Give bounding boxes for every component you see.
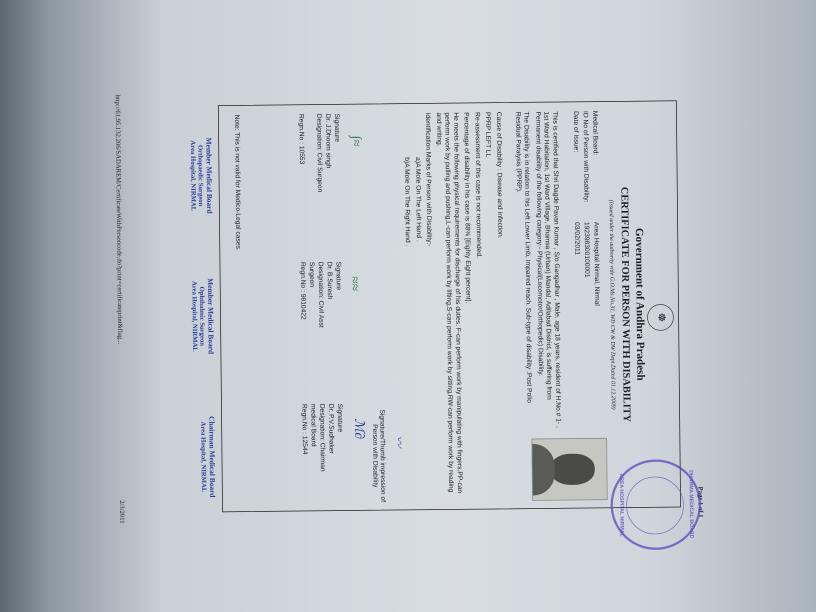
signatory-name: Dr. B.Suresh xyxy=(326,261,334,300)
percentage-text: Percentage of disability in his case is 88% [Eighty Eight percent]. xyxy=(463,112,473,304)
signature-label: Signature xyxy=(336,403,345,433)
handwritten-signature-icon: ≈≈ xyxy=(347,276,363,291)
signatory-name: Dr. P.V.Sudhaker xyxy=(327,403,336,454)
handwritten-signature-icon: ℳ∂ xyxy=(352,418,368,440)
photo-shoulders xyxy=(531,444,555,496)
stamp-title: Member Medical Board xyxy=(205,278,215,355)
stamp-sub: Ophthalmic Surgeon xyxy=(198,286,207,347)
signatory-designation: Designation: Civil Surgeon xyxy=(315,113,324,193)
stamp-place: Area Hospital, NIRMAL xyxy=(190,280,200,352)
thumb-impression-area xyxy=(371,408,406,504)
handwritten-signature-icon: ∫≈ xyxy=(349,135,365,147)
identification-mark: b)A Mole On The Right Hand . xyxy=(403,157,413,247)
meta-label: ID No of Person with Disability: xyxy=(582,110,591,203)
signatory-designation-cont: medical Board xyxy=(309,403,318,447)
identification-marks-label: Identification Marks of Person with Disability:- xyxy=(424,112,434,247)
state-emblem-icon: ☸ xyxy=(647,304,674,331)
signatory-regn: Regn.No : 9810422 xyxy=(299,261,308,320)
page-number: Page 1 of 1 xyxy=(697,486,705,518)
signatory-2 xyxy=(299,261,363,388)
requirements-text: He meets the following physical requirements for discharge of his duties. F-can perform work by manipulating with fingers,PP-can perform work by pulling and pushing,L-can perform work by lifting,S-can perform work by sitting,RW-can perform work by reading and writing. xyxy=(435,112,464,494)
signatory-1 xyxy=(297,113,365,240)
authority-line: (Issued under the authority vide G.O.Ms.No.31, WD CW & DW Dept.Dated 01.12.2009) xyxy=(608,199,618,410)
meta-value: 03/02/2011 xyxy=(573,222,582,255)
meta-value: Area Hospital Nirmal, Nirmal xyxy=(592,221,602,306)
diagnosis-block xyxy=(400,112,507,501)
signatory-designation: Designation: Chairman xyxy=(318,403,327,472)
stamp-place: Area Hospital, NIRMAL xyxy=(199,421,208,493)
applicant-signature-icon: 〰 xyxy=(392,435,406,448)
signatory-regn: Regn.No : 10553 xyxy=(297,113,306,165)
certification-paragraph xyxy=(511,111,563,428)
reassessment-text: Re-assessment of this case is not recommended. xyxy=(474,112,483,258)
stamp-sub: Orthopaedic Surgeon xyxy=(196,145,205,207)
board-stamps xyxy=(138,105,216,513)
signatory-regn: Regn.No : 12544 xyxy=(300,403,309,455)
signature-label: Signature xyxy=(333,113,342,143)
thumb-label: Signature/Thumb impression of Person with Disability xyxy=(371,409,388,503)
signature-label: Signature xyxy=(335,261,343,291)
signatory-designation-cont: Surgeon xyxy=(308,261,317,288)
government-title: Government of Andhra Pradesh xyxy=(632,227,647,381)
stamp-title: Member Medical Board xyxy=(204,137,214,214)
meta-block xyxy=(570,111,602,422)
seal-top-text: DHARMA MEDICAL BOARD xyxy=(687,470,694,539)
meta-label: Date of Issue: xyxy=(572,111,581,153)
certificate-sheet xyxy=(110,81,707,539)
photo-face xyxy=(550,454,595,486)
cause-text: Cause of Disability : Disease and Infection. xyxy=(495,111,505,239)
certificate-title: CERTIFICATE FOR PERSON WITH DISABILITY xyxy=(618,186,632,423)
signatory-designation: Designation: Civil Asst xyxy=(317,261,326,328)
signatory-name: Dr. J.Dhoom singh xyxy=(324,113,333,169)
validity-note: Note: This is not valid for Medico-Legal cases. xyxy=(233,114,243,251)
signatories xyxy=(260,113,368,503)
diagnosis-code: PPRP LEFT LL xyxy=(484,111,493,158)
stamp-member-1 xyxy=(189,105,213,246)
stamp-member-2 xyxy=(191,246,215,387)
print-date: 2/3/2011 xyxy=(118,500,127,524)
certified-text: This is certified that Shri Dagde Pavan Kumar , S/o Gangadhar , Male, age 18 years, resident of H.No.# 1- , 1st Ward Habitation, 1st Ward Village, Bhainsa (Urban) Mandal, Adilabad District, is suffering from Permanent disability of the following category:- Physical(Locomotor/Orthopedic) Disability. xyxy=(534,111,563,428)
meta-label: Medical Board: xyxy=(591,110,600,156)
identification-mark: a)A Mole On The Left Hand . xyxy=(414,157,423,242)
applicant-photo xyxy=(531,438,607,501)
stamp-chairman xyxy=(199,386,216,527)
stamp-title: Chairman Medical Board xyxy=(207,416,217,498)
page-footer xyxy=(110,87,126,531)
stamp-place: Area Hospital, NIRMAL xyxy=(189,140,198,212)
seal-bottom-text: AREA HOSPITAL NIRMAL xyxy=(618,473,625,537)
meta-value: 192398300100001 xyxy=(583,221,592,278)
signatory-3 xyxy=(300,403,368,530)
certificate-box xyxy=(218,100,694,539)
page-url: http://61.95.132.206/SADAREM/CertificateWithPersoncode.do?print=certificateprint&flag... xyxy=(114,94,125,345)
page-header xyxy=(690,81,705,525)
disability-text: The Disability is in relation to his Left Lower Limb, Impaired reach. Sub-type of disability :Post Polio Residual Paralysis (PPRP). xyxy=(514,111,534,403)
